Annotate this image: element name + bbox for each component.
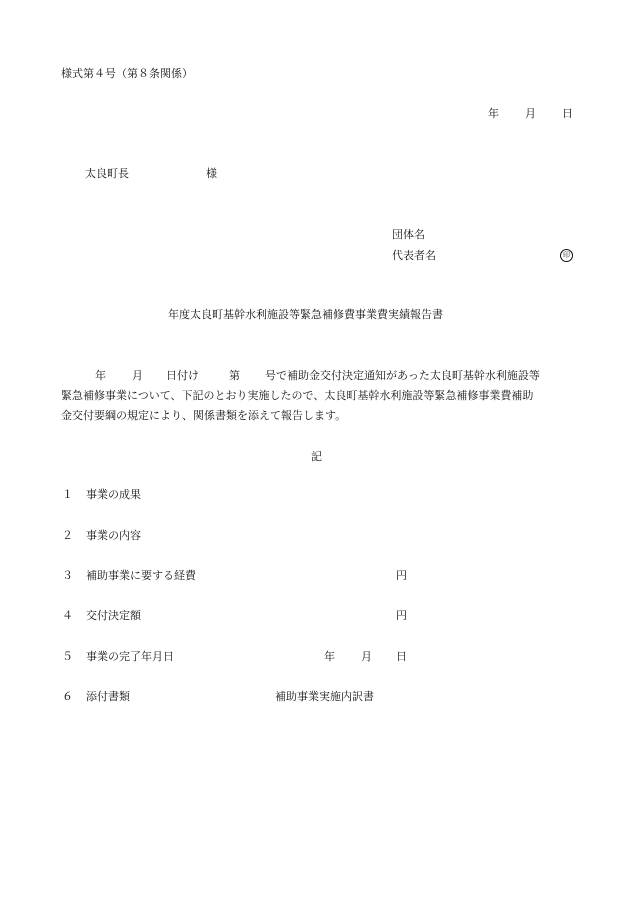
item-label: 添付書類 [86,690,130,703]
body-dated: 日付け [166,369,199,382]
item-number: ４ [62,609,73,622]
form-number: 様式第４号（第８条関係） [61,67,193,80]
addressee [85,167,217,180]
item-unit: 円 [396,609,407,622]
body-number-prefix: 第 [229,369,240,382]
date-year-label: 年 [488,107,499,120]
representative-label: 代表者名 [392,249,436,262]
body-year: 年 [95,369,106,382]
seal-mark: 印 [560,249,573,262]
item-label: 事業の内容 [86,529,141,542]
item-number: ３ [62,569,73,582]
body-line-1 [61,366,581,386]
ki-heading: 記 [311,450,322,463]
completion-day: 日 [396,650,407,663]
date-day-label: 日 [562,107,573,120]
org-name-label: 団体名 [392,228,425,241]
completion-year: 年 [324,650,335,663]
body-month: 月 [132,369,143,382]
item-label: 事業の成果 [86,488,141,501]
item-number: ６ [62,690,73,703]
attachment-name: 補助事業実施内訳書 [275,690,374,703]
body-paragraph [61,366,581,426]
completion-month: 月 [361,650,372,663]
body-line-3: 金交付要綱の規定により、関係書類を添えて報告します。 [61,409,347,422]
item-label: 事業の完了年月日 [86,650,174,663]
body-line-2: 緊急補修事業について、下記のとおり実施したので、太良町基幹水利施設等緊急補修事業費補助 [61,389,534,402]
item-unit: 円 [396,569,407,582]
item-label: 補助事業に要する経費 [86,569,196,582]
item-number: １ [62,488,73,501]
item-number: ５ [62,650,73,663]
body-line1-rest: 号で補助金交付決定通知があった太良町基幹水利施設等 [265,369,540,382]
document-title: 年度太良町基幹水利施設等緊急補修費事業費実績報告書 [168,308,443,321]
addressee-name: 太良町長 [85,167,129,180]
item-label: 交付決定額 [86,609,141,622]
item-number: ２ [62,529,73,542]
date-month-label: 月 [525,107,536,120]
addressee-honorific: 様 [206,167,217,180]
